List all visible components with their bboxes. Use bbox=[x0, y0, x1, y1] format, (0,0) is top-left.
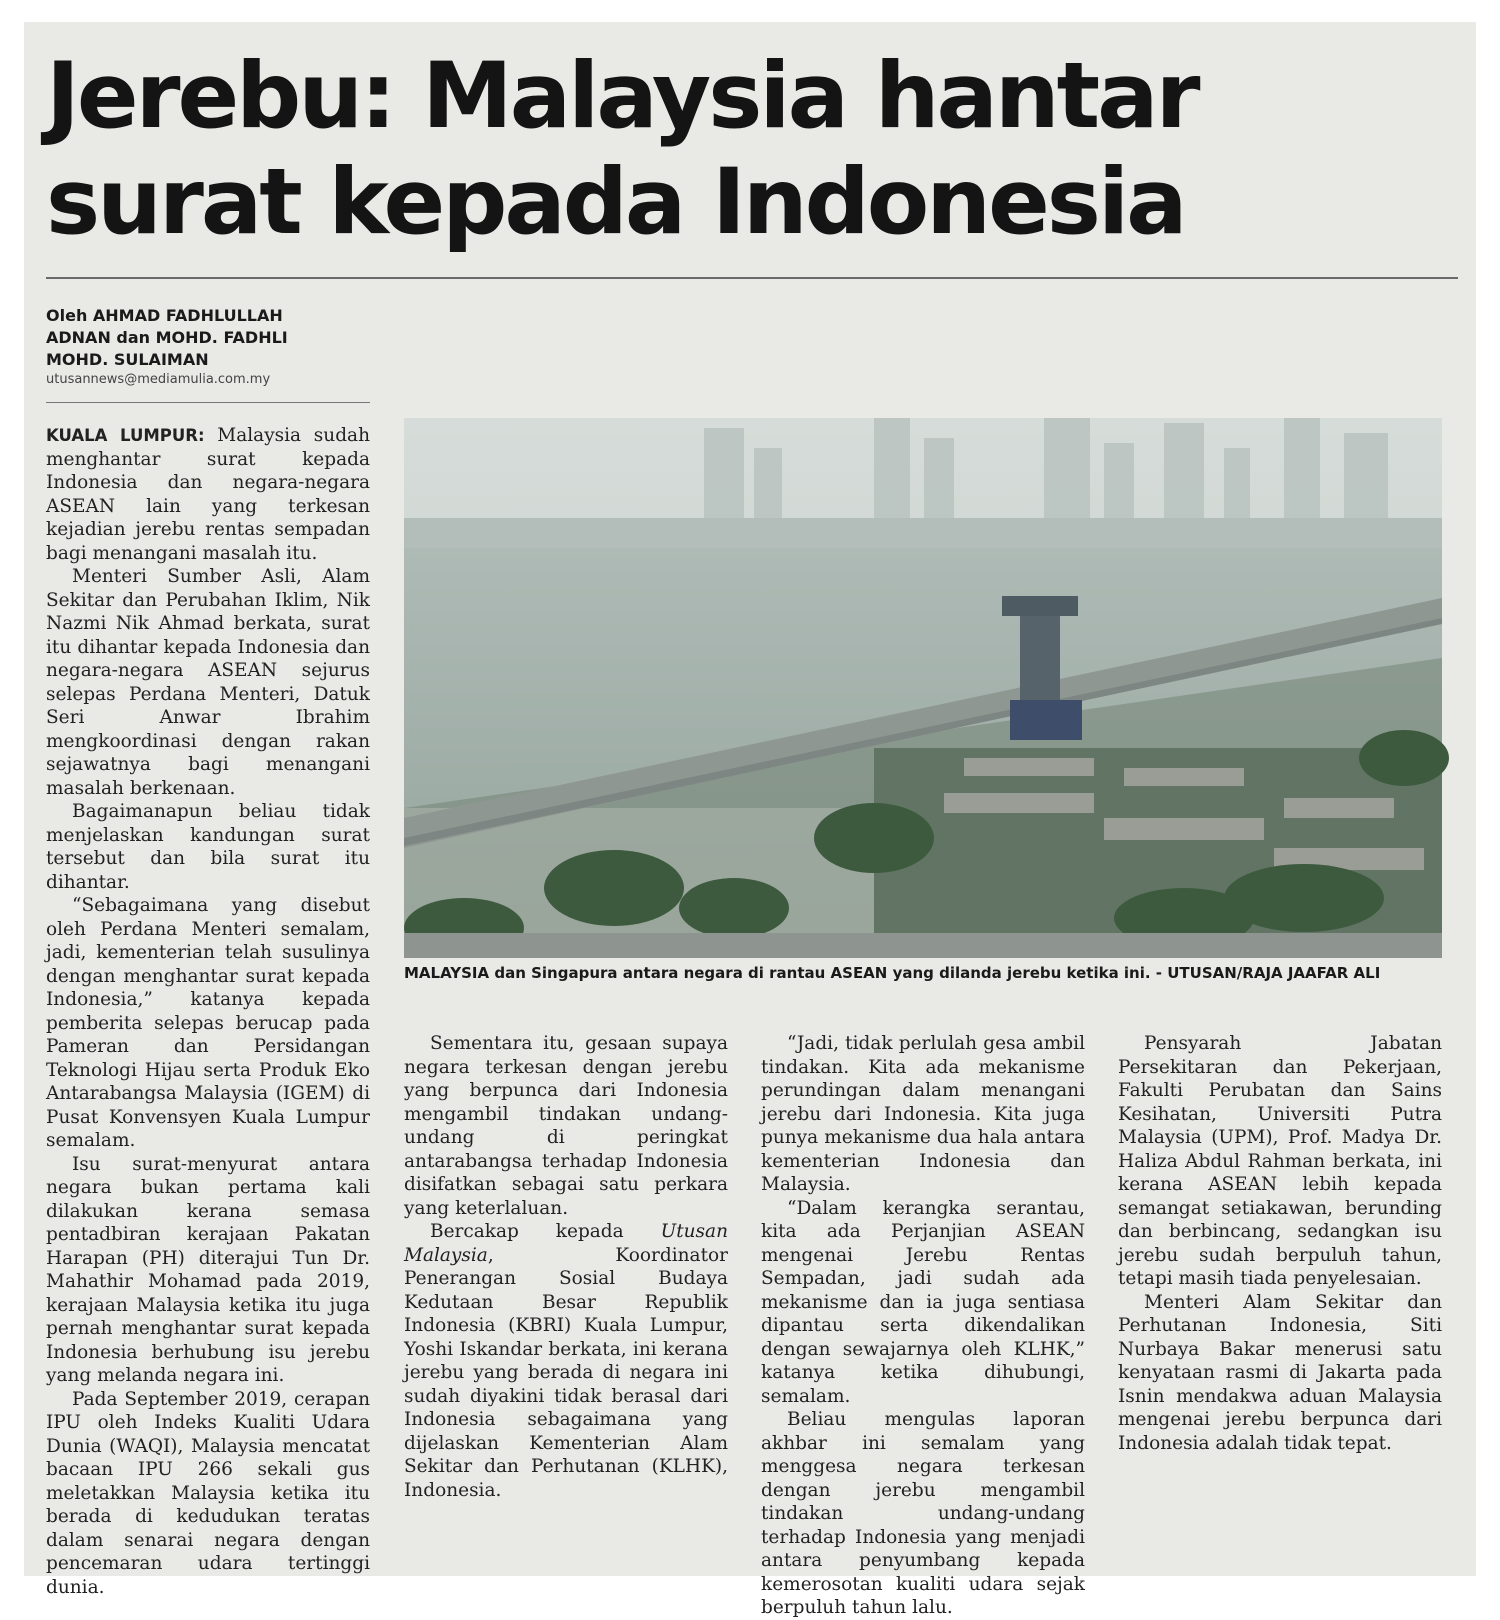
publication-name: Utusan Malaysia bbox=[404, 1221, 728, 1266]
paragraph: Pada September 2019, cerapan IPU oleh Indeks Kualiti Udara Dunia (WAQI), Malaysia mencatat bacaan IPU 266 sekali gus meletakkan Malaysia ketika itu berada di kedudukan teratas dalam senarai negara dengan pencemaran udara tertinggi dunia. bbox=[46, 1388, 370, 1598]
paragraph: Sementara itu, gesaan supaya negara terkesan dengan jerebu yang berpunca dari Indonesia mengambil tindakan undang-undang di peringkat antarabangsa terhadap Indonesia disifatkan sebagai satu perkara yang keterlaluan. bbox=[404, 1033, 728, 1219]
paragraph: “Sebagaimana yang disebut oleh Perdana Menteri semalam, jadi, kementerian telah susulinya dengan menghantar surat kepada Indonesia,” katanya kepada pemberita selepas berucap pada Pameran dan Persidangan Teknologi Hijau serta Produk Eko Antarabangsa Malaysia (IGEM) di Pusat Konvensyen Kuala Lumpur semalam. bbox=[46, 895, 370, 1151]
article-column-1 bbox=[46, 424, 370, 1599]
byline-author-line-3: MOHD. SULAIMAN bbox=[46, 350, 209, 369]
haze-photo-illustration bbox=[404, 418, 1442, 958]
article-column-2 bbox=[404, 1032, 728, 1502]
photo-caption: MALAYSIA dan Singapura antara negara di rantau ASEAN yang dilanda jerebu ketika ini. - UTUSAN/RAJA JAAFAR ALI bbox=[404, 964, 1381, 982]
headline-rule bbox=[46, 277, 1458, 279]
paragraph-rest: , Koordinator Penerangan Sosial Budaya Kedutaan Besar Republik Indonesia (KBRI) Kuala Lumpur, Yoshi Iskandar berkata, ini kerana jerebu yang berada di negara ini sudah diyakini tidak berasal dari Indonesia sebagaimana yang dijelaskan Kementerian Alam Sekitar dan Perhutanan (KLHK), Indonesia. bbox=[404, 1244, 728, 1501]
headline bbox=[46, 44, 1426, 256]
paragraph-intro: Bercakap kepada bbox=[430, 1221, 661, 1242]
paragraph-with-publication bbox=[404, 1220, 728, 1502]
dateline: KUALA LUMPUR: bbox=[46, 426, 205, 445]
byline bbox=[46, 305, 376, 389]
paragraph: Isu surat-menyurat antara negara bukan pertama kali dilakukan kerana semasa pentadbiran kerajaan Pakatan Harapan (PH) diterajui Tun Dr. Mahathir Mohamad pada 2019, kerajaan Malaysia ketika itu juga pernah menghantar surat kepada Indonesia berhubung isu jerebu yang melanda negara ini. bbox=[46, 1153, 370, 1386]
paragraph: Pensyarah Jabatan Persekitaran dan Pekerjaan, Fakulti Perubatan dan Sains Kesihatan, Universiti Putra Malaysia (UPM), Prof. Madya Dr. Haliza Abdul Rahman berkata, ini kerana ASEAN lebih kepada semangat setiakawan, berunding dan berbincang, sedangkan isu jerebu sudah berpuluh tahun, tetapi masih tiada penyelesaian. bbox=[1118, 1033, 1442, 1289]
paragraph: “Dalam kerangka serantau, kita ada Perjanjian ASEAN mengenai Jerebu Rentas Sempadan, jadi sudah ada mekanisme dan ia juga sentiasa dipantau serta dikendalikan dengan sewajarnya oleh KLHK,” katanya ketika dihubungi, semalam. bbox=[761, 1197, 1085, 1407]
byline-author-line-1: Oleh AHMAD FADHLULLAH bbox=[46, 306, 283, 325]
byline-email: utusannews@mediamulia.com.my bbox=[46, 372, 271, 387]
paragraph: Bagaimanapun beliau tidak menjelaskan kandungan surat tersebut dan bila surat itu dihantar. bbox=[46, 801, 370, 893]
headline-line-1: Jerebu: Malaysia hantar bbox=[46, 44, 1198, 149]
lead-paragraph bbox=[46, 424, 370, 565]
byline-author-line-2: ADNAN dan MOHD. FADHLI bbox=[46, 328, 288, 347]
paragraph: Menteri Alam Sekitar dan Perhutanan Indonesia, Siti Nurbaya Bakar menerusi satu kenyataan rasmi di Jakarta pada Isnin mendakwa aduan Malaysia mengenai jerebu berpunca dari Indonesia adalah tidak tepat. bbox=[1118, 1291, 1442, 1454]
paragraph: Menteri Sumber Asli, Alam Sekitar dan Perubahan Iklim, Nik Nazmi Nik Ahmad berkata, surat itu dihantar kepada Indonesia dan negara-negara ASEAN sejurus selepas Perdana Menteri, Datuk Seri Anwar Ibrahim mengkoordinasi dengan rakan sejawatnya bagi menangani masalah berkenaan. bbox=[46, 566, 370, 799]
article-column-3 bbox=[761, 1032, 1085, 1620]
byline-rule bbox=[46, 402, 370, 403]
newspaper-clipping bbox=[24, 22, 1476, 1618]
article-column-4 bbox=[1118, 1032, 1442, 1455]
lead-text: Malaysia sudah menghantar surat kepada Indonesia dan negara-negara ASEAN lain yang terkesan kejadian jerebu rentas sempadan bagi menangani masalah itu. bbox=[46, 425, 370, 564]
paragraph: Beliau mengulas laporan akhbar ini semalam yang menggesa negara terkesan dengan jerebu mengambil tindakan undang-undang terhadap Indonesia yang menjadi antara penyumbang kepada kemerosotan kualiti udara sejak berpuluh tahun lalu. bbox=[761, 1409, 1085, 1618]
headline-line-2: surat kepada Indonesia bbox=[46, 150, 1185, 255]
paragraph: “Jadi, tidak perlulah gesa ambil tindakan. Kita ada mekanisme perundingan dalam menangani jerebu dari Indonesia. Kita juga punya mekanisme dua hala antara kementerian Indonesia dan Malaysia. bbox=[761, 1033, 1085, 1195]
haze-photo bbox=[404, 418, 1442, 958]
